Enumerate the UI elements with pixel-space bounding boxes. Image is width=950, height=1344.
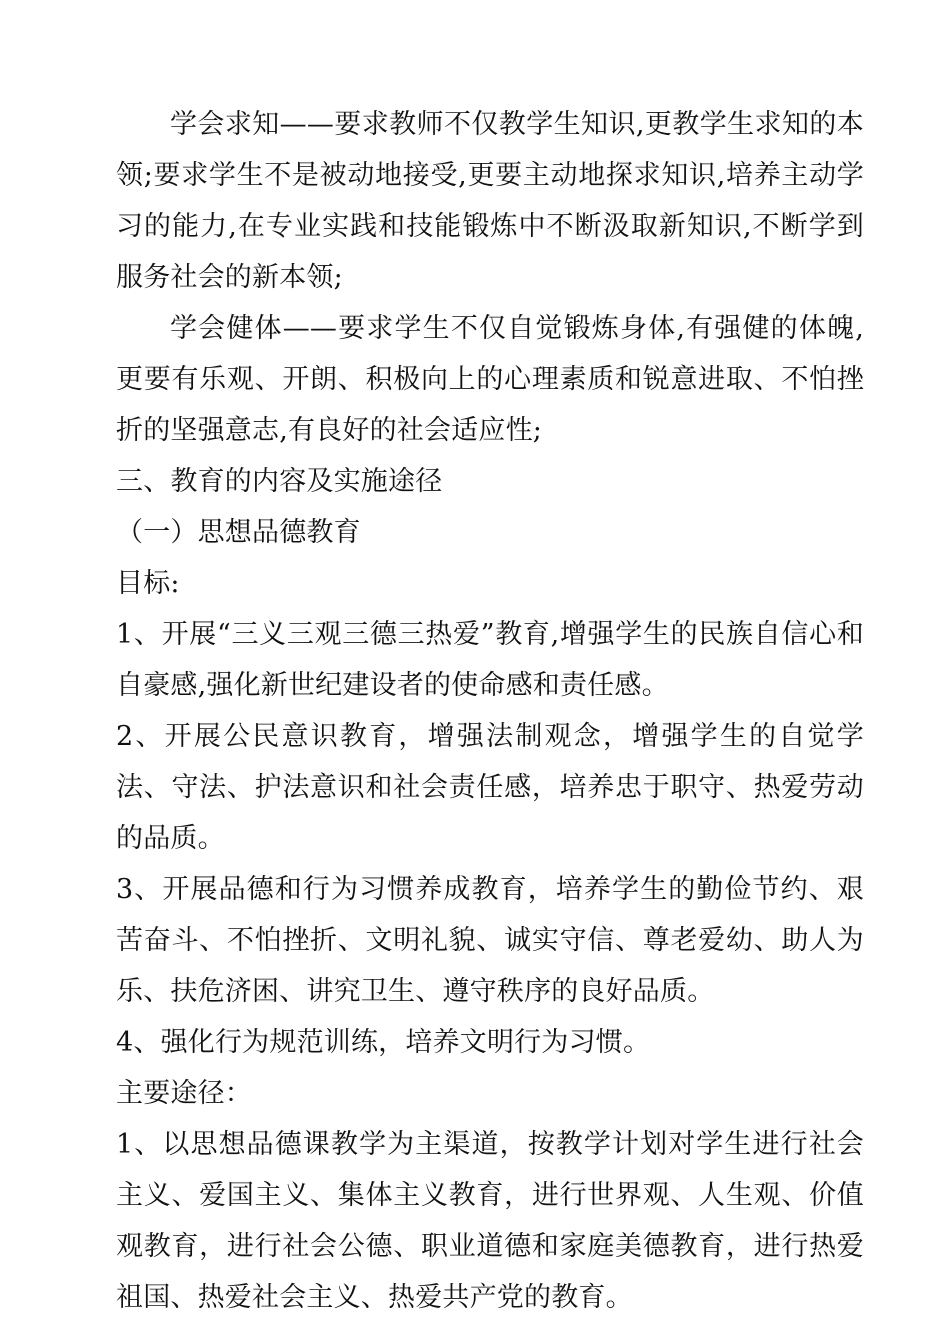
goal-item: 1、开展“三义三观三德三热爱”教育,增强学生的民族自信心和自豪感,强化新世纪建设者的使命感和责任感。 [116,619,864,701]
paragraph-learn-fitness: 学会健体——要求学生不仅自觉锻炼身体,有强健的体魄,更要有乐观、开朗、积极向上的心理素质和锐意进取、不怕挫折的坚强意志,有良好的社会适应性; [116,313,864,446]
path-item: 1、以思想品德课教学为主渠道，按教学计划对学生进行社会主义、爱国主义、集体主义教育，进行世界观、人生观、价值观教育，进行社会公德、职业道德和家庭美德教育，进行热爱祖国、热爱社会主义、热爱共产党的教育。 [116,1129,864,1313]
goal-item: 4、强化行为规范训练，培养文明行为习惯。 [116,1027,651,1058]
section-heading: 三、教育的内容及实施途径 [116,466,443,497]
paths-label: 主要途径： [116,1078,252,1109]
goal-item: 3、开展品德和行为习惯养成教育，培养学生的勤俭节约、艰苦奋斗、不怕挫折、文明礼貌、诚实守信、尊老爱幼、助人为乐、扶危济困、讲究卫生、遵守秩序的良好品质。 [116,874,864,1007]
paragraph-learn-knowledge: 学会求知——要求教师不仅教学生知识,更教学生求知的本领;要求学生不是被动地接受,更要主动地探求知识,培养主动学习的能力,在专业实践和技能锻炼中不断汲取新知识,不断学到服务社会的新本领; [116,109,864,293]
subsection-heading: （一）思想品德教育 [116,517,361,548]
document-body [116,99,864,1323]
goals-label: 目标: [116,568,180,599]
goal-item: 2、开展公民意识教育，增强法制观念，增强学生的自觉学法、守法、护法意识和社会责任感，培养忠于职守、热爱劳动的品质。 [116,721,864,854]
